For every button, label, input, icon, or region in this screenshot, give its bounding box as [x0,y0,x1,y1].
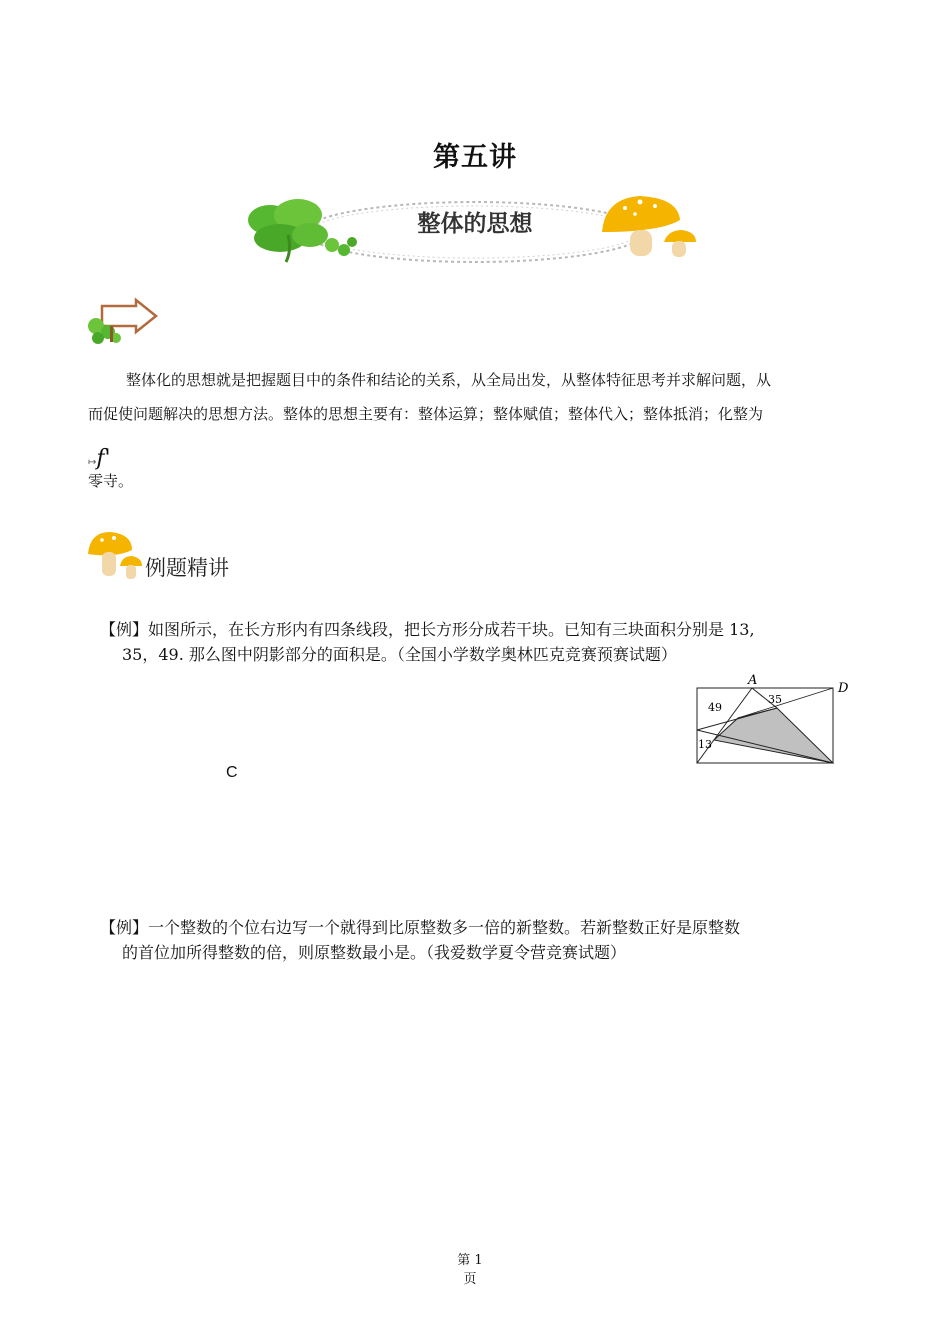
example1-line2: 35，49. 那么图中阴影部分的面积是。（全国小学数学奥林匹克竞赛预赛试题） [122,645,677,664]
area-49: 49 [708,701,722,714]
intro-paragraph-line1 [88,363,828,397]
lecture-title: 第五讲 [433,142,517,173]
example2-text [100,915,800,965]
example2-line2: 的首位加所得整数的倍，则原整数最小是。（我爱数学夏令营竞赛试题） [122,943,627,962]
example1-text [100,617,800,667]
area-13: 13 [698,738,712,751]
example2-line1: 【例】一个整数的个位右边写一个就得到比原整数多一倍的新整数。若新整数正好是原整数 [100,918,741,937]
formula-symbol: f' [96,446,111,471]
banner-title: 整体的思想 [417,211,533,237]
intro-line1: 整体化的思想就是把握题目中的条件和结论的关系，从全局出发，从整体特征思考并求解问题，从 [126,371,772,389]
page-number [440,1251,500,1289]
clover-icon [248,199,357,262]
page-number-line1: 第 1 [457,1253,483,1268]
intro-line3: 零寺。 [88,472,134,490]
signpost-arrow-icon [86,296,162,346]
area-35: 35 [768,693,782,706]
intro-line2: 而促使问题解决的思想方法。整体的思想主要有：整体运算；整体赋值；整体代入；整体抵消；化整为 [88,405,764,423]
formula [88,446,111,471]
example1-line1: 【例】如图所示，在长方形内有四条线段，把长方形分成若干块。已知有三块面积分别是 13, [100,620,755,639]
mushroom-section-icon [86,530,146,584]
section-title: 例题精讲 [145,556,229,580]
mushroom-icon [602,196,696,257]
formula-prefix: ↦ [88,457,97,468]
stray-label-c: C [226,764,238,781]
example1-geometry-figure [692,668,857,768]
page-number-line2: 页 [463,1272,477,1287]
label-A: A [748,673,758,688]
label-D: D [838,681,849,696]
